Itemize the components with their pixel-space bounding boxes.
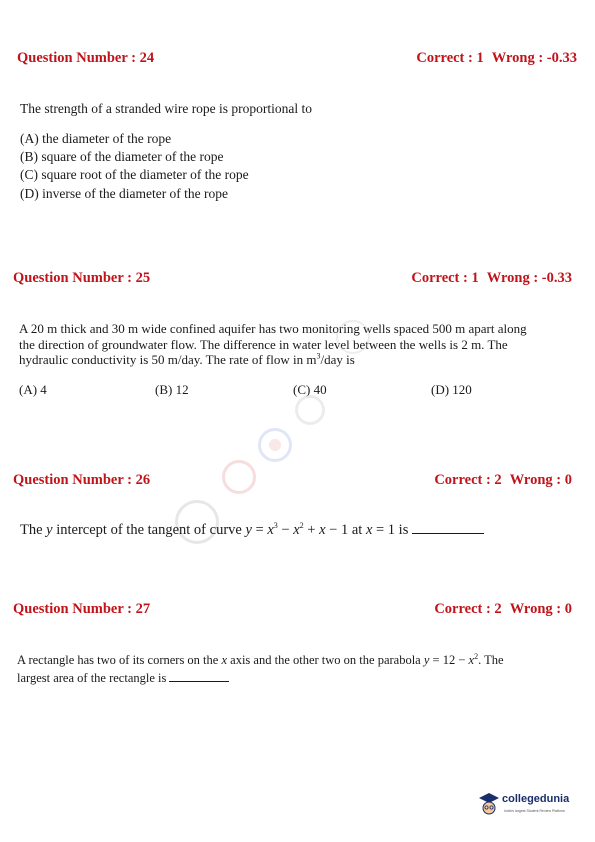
- question-stem: The strength of a stranded wire rope is proportional to: [20, 101, 313, 116]
- marking-scheme: [434, 601, 572, 618]
- question-header-27: [0, 601, 595, 621]
- question-header-25: [0, 270, 595, 290]
- watermark-seal: [258, 428, 292, 462]
- correct-marks: Correct : 2: [434, 472, 502, 488]
- answer-blank: [169, 669, 229, 682]
- stem-line: the direction of groundwater flow. The difference in water level between the wells is 2 m. The: [19, 336, 508, 352]
- question-number: Question Number : 25: [13, 270, 151, 286]
- wrong-marks: Wrong : -0.33: [486, 270, 572, 286]
- option-c: (C) square root of the diameter of the rope: [20, 167, 249, 182]
- question-stem: [19, 321, 527, 368]
- question-stem: The y intercept of the tangent of curve $y = x^3 - x^2 + x - 1$ at x = 1 is: [20, 521, 484, 538]
- option-c: (C) 40: [293, 382, 327, 397]
- answer-blank: [412, 521, 484, 534]
- graduate-cap-icon: [478, 792, 500, 816]
- question-number: Question Number : 27: [13, 601, 151, 617]
- collegedunia-logo: [478, 790, 578, 824]
- option-a: (A) the diameter of the rope: [20, 131, 172, 146]
- stem-line: hydraulic conductivity is 50 m/day. The rate of flow in m: [19, 352, 317, 367]
- marking-scheme: [434, 472, 572, 489]
- logo-tagline: India's largest Student Review Platform: [504, 809, 565, 813]
- question-header-26: [0, 472, 595, 492]
- question-stem: A rectangle has two of its corners on the x axis and the other two on the parabola $y = 12 - x^2$. The largest area of the rectangle is: [17, 651, 504, 685]
- stem-line: /day is: [320, 352, 355, 367]
- logo-name: collegedunia: [502, 793, 570, 805]
- question-number: Question Number : 24: [17, 50, 155, 66]
- question-header-24: [0, 50, 595, 70]
- marking-scheme: [416, 50, 577, 67]
- marking-scheme: [411, 270, 572, 287]
- correct-marks: Correct : 1: [416, 50, 484, 66]
- watermark-seal: [295, 395, 325, 425]
- wrong-marks: Wrong : -0.33: [491, 50, 577, 66]
- option-b: (B) 12: [155, 382, 189, 397]
- watermark-seal: [336, 320, 370, 354]
- correct-marks: Correct : 2: [434, 601, 502, 617]
- question-number: Question Number : 26: [13, 472, 151, 488]
- correct-marks: Correct : 1: [411, 270, 479, 286]
- stem-line: A 20 m thick and 30 m wide confined aquifer has two monitoring wells spaced 500 m apart along: [19, 321, 527, 336]
- wrong-marks: Wrong : 0: [509, 601, 572, 617]
- option-d: (D) 120: [431, 382, 472, 397]
- unit-superscript: 3: [316, 351, 321, 361]
- option-a: (A) 4: [19, 382, 47, 397]
- option-b: (B) square of the diameter of the rope: [20, 149, 224, 164]
- wrong-marks: Wrong : 0: [509, 472, 572, 488]
- option-d: (D) inverse of the diameter of the rope: [20, 186, 229, 201]
